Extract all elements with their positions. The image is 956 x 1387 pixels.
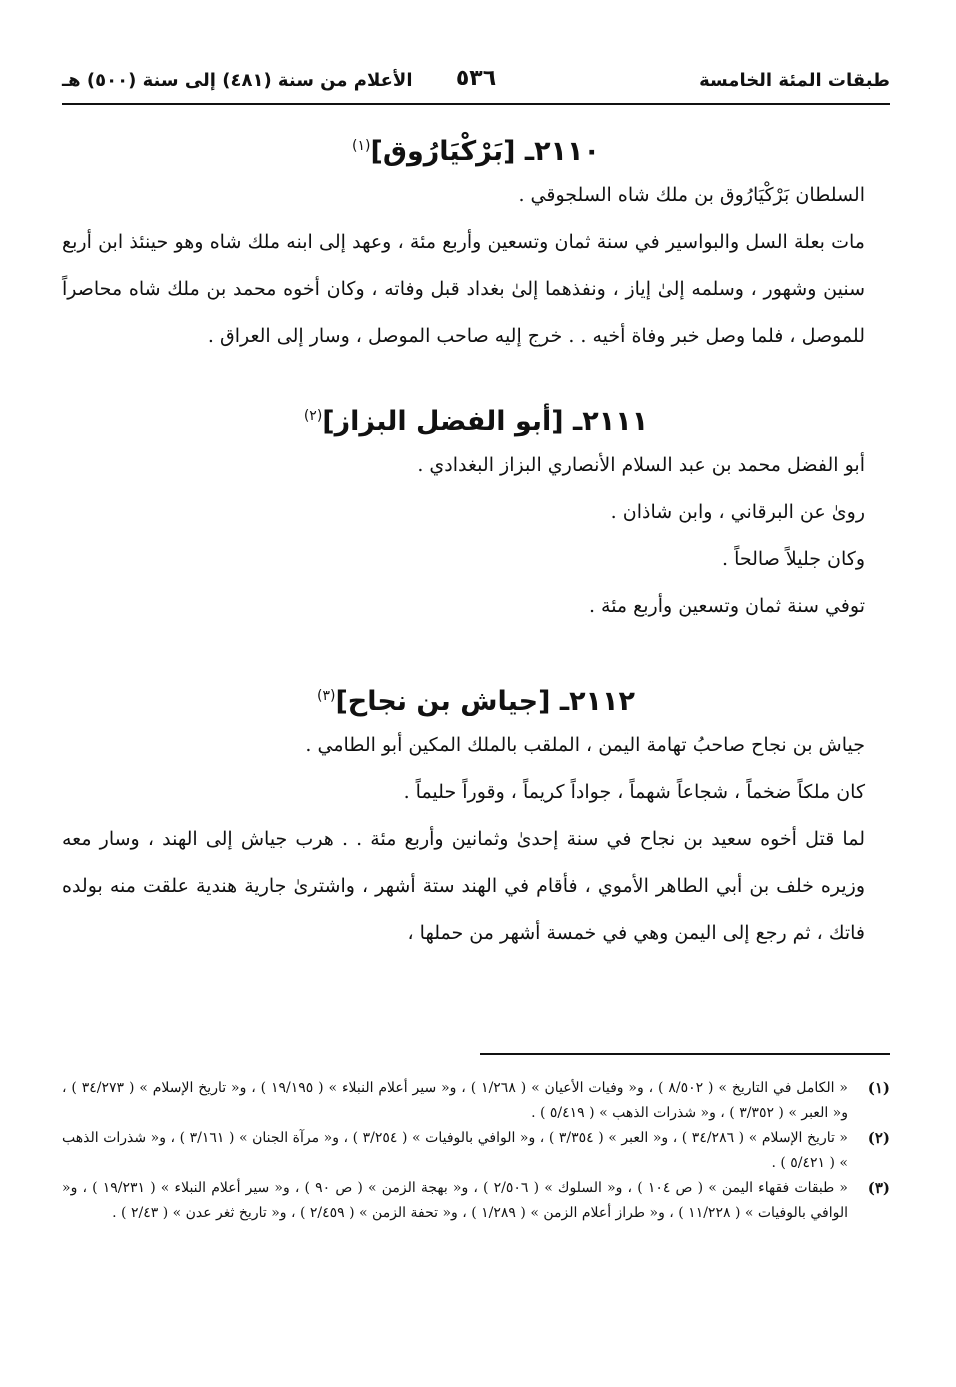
footnote-text: « طبقات فقهاء اليمن » ( ص ١٠٤ ) ، و« السلوك » ( ٢/٥٠٦ ) ، و« بهجة الزمن » ( ص ٩٠ ) ، و« سير أعلام النبلاء » ( ١٩/٢٣١ ) ، و« الوافي بالوفيات » ( ١١/٢٢٨ ) ، و« طراز أعلام الزمن » ( ١/٢٨٩ ) ، و« تحفة الزمن » ( ٢/٤٥٩ ) ، و« تاريخ ثغر عدن » ( ٢/٤٣ ) . bbox=[62, 1180, 848, 1221]
footnote-reference: (٣) bbox=[316, 688, 336, 704]
footnote-text: « الكامل في التاريخ » ( ٨/٥٠٢ ) ، و« وفيات الأعيان » ( ١/٢٦٨ ) ، و« سير أعلام النبلاء » ( ١٩/١٩٥ ) ، و« تاريخ الإسلام » ( ٣٤/٢٧٣ ) ، و« العبر » ( ٣/٣٥٢ ) ، و« شذرات الذهب » ( ٥/٤١٩ ) . bbox=[62, 1080, 848, 1121]
footnote-reference: (١) bbox=[352, 138, 371, 154]
main-text bbox=[62, 120, 890, 957]
header-section-title: طبقات المئة الخامسة bbox=[699, 70, 890, 91]
footnote-reference: (٢) bbox=[303, 408, 323, 424]
paragraph: وكان جليلاً صالحاً . bbox=[722, 548, 865, 570]
entry-title-text: ٢١١٢ـ [جياش بن نجاح] bbox=[335, 686, 635, 717]
footnote-text: « تاريخ الإسلام » ( ٣٤/٢٨٦ ) ، و« العبر » ( ٣/٣٥٤ ) ، و« الوافي بالوفيات » ( ٣/٢٥٤ ) ، و« مرآة الجنان » ( ٣/١٦١ ) ، و« شذرات الذهب » ( ٥/٤٢١ ) . bbox=[62, 1130, 848, 1171]
paragraph: مات بعلة السل والبواسير في سنة ثمان وتسعين وأربع مئة ، وعهد إلى ابنه ملك شاه وهو حينئذ ابن أربع سنين وشهور ، وسلمه إلىٰ إياز ، ونفذهما إلىٰ بغداد قبل وفاته ، وكان أخوه محمد بن ملك شاه محاصراً للموصل ، فلما وصل خبر وفاة أخيه . . خرج إليه صاحب الموصل ، وسار إلى العراق . bbox=[62, 231, 865, 347]
paragraph: لما قتل أخوه سعيد بن نجاح في سنة إحدىٰ وثمانين وأربع مئة . . هرب جياش إلى الهند ، وسار معه وزيره خلف بن أبي الطاهر الأموي ، فأقام في الهند ستة أشهر ، واشترىٰ جارية هندية علقت منه بولده فاتك ، ثم رجع إلى اليمن وهي في خمسة أشهر من حملها ، bbox=[62, 828, 865, 944]
paragraph: كان ملكاً ضخماً ، شجاعاً شهماً ، جواداً كريماً ، وقوراً حليماً . bbox=[403, 781, 865, 803]
paragraph: روىٰ عن البرقاني ، وابن شاذان . bbox=[610, 501, 865, 523]
header-range-title: الأعلام من سنة (٤٨١) إلى سنة (٥٠٠) هـ bbox=[62, 70, 413, 91]
running-header bbox=[62, 62, 890, 102]
footnote-number: (١) bbox=[867, 1079, 890, 1097]
header-divider bbox=[62, 103, 890, 105]
footnote-divider bbox=[480, 1053, 890, 1055]
footnote bbox=[62, 1126, 890, 1176]
entry-title bbox=[62, 120, 890, 172]
entry-title bbox=[62, 670, 890, 722]
footnote bbox=[62, 1176, 890, 1226]
paragraph: توفي سنة ثمان وتسعين وأربع مئة . bbox=[588, 595, 865, 617]
entry-title-text: ٢١١١ـ [أبو الفضل البزاز] bbox=[322, 406, 649, 437]
paragraph: أبو الفضل محمد بن عبد السلام الأنصاري البزاز البغدادي . bbox=[417, 454, 865, 476]
entry-title bbox=[62, 390, 890, 442]
page-number: ٥٣٦ bbox=[455, 66, 497, 91]
entry-title-text: ٢١١٠ـ [بَرْكْيَارُوق] bbox=[370, 136, 600, 167]
footnote bbox=[62, 1076, 890, 1126]
footnote-number: (٢) bbox=[867, 1129, 890, 1147]
paragraph: جياش بن نجاح صاحبُ تهامة اليمن ، الملقب بالملك المكين أبو الطامي . bbox=[305, 734, 865, 756]
paragraph: السلطان بَرْكْيَارُوق بن ملك شاه السلجوقي . bbox=[518, 184, 865, 206]
footnote-number: (٣) bbox=[867, 1179, 890, 1197]
footnotes bbox=[62, 1076, 890, 1226]
